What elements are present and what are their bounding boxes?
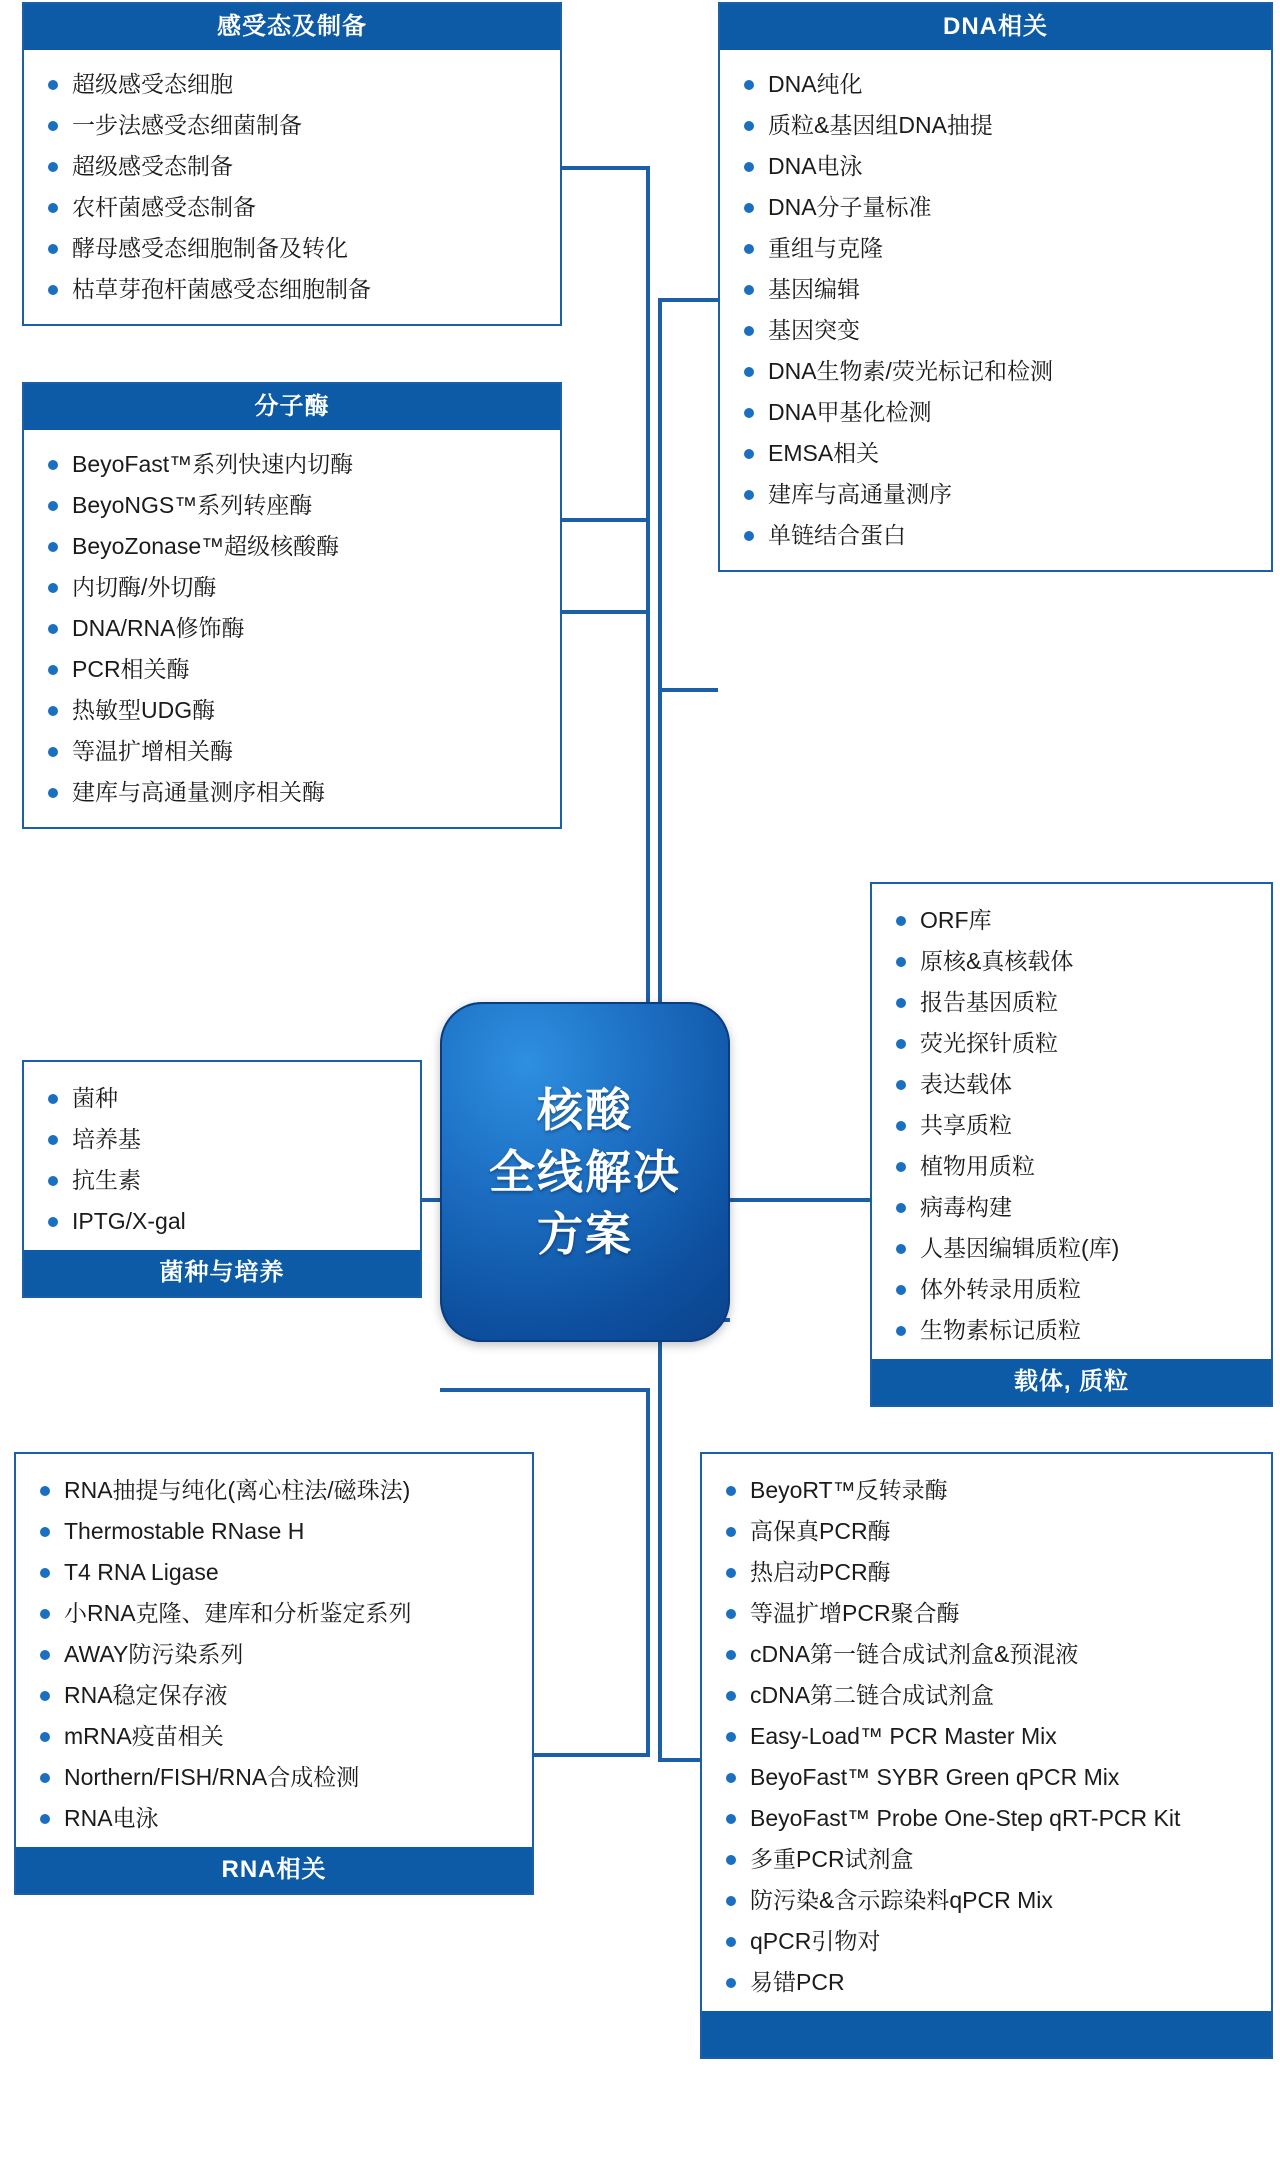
list-item: DNA甲基化检测 <box>738 392 1261 433</box>
list-item: 超级感受态细胞 <box>42 64 550 105</box>
list-item: BeyoFast™系列快速内切酶 <box>42 444 550 485</box>
list-competent <box>42 64 550 310</box>
panel-body-pcr <box>702 1454 1271 2011</box>
panel-competent-preparation <box>22 2 562 326</box>
list-dna <box>738 64 1261 556</box>
list-item: DNA/RNA修饰酶 <box>42 608 550 649</box>
list-item: Easy-Load™ PCR Master Mix <box>720 1716 1261 1757</box>
list-item: 枯草芽孢杆菌感受态细胞制备 <box>42 269 550 310</box>
list-item: DNA纯化 <box>738 64 1261 105</box>
list-item: cDNA第一链合成试剂盒&预混液 <box>720 1634 1261 1675</box>
list-item: Thermostable RNase H <box>34 1511 522 1552</box>
list-item: 病毒构建 <box>890 1187 1261 1228</box>
list-item: BeyoFast™ Probe One-Step qRT-PCR Kit <box>720 1798 1261 1839</box>
panel-vectors-plasmids <box>870 882 1273 1407</box>
list-item: BeyoZonase™超级核酸酶 <box>42 526 550 567</box>
list-item: 易错PCR <box>720 1962 1261 2003</box>
list-item: cDNA第二链合成试剂盒 <box>720 1675 1261 1716</box>
list-item: 酵母感受态细胞制备及转化 <box>42 228 550 269</box>
list-item: 建库与高通量测序相关酶 <box>42 772 550 813</box>
list-item: EMSA相关 <box>738 433 1261 474</box>
center-node-label <box>489 1079 681 1265</box>
panel-molecular-enzymes <box>22 382 562 829</box>
list-item: 内切酶/外切酶 <box>42 567 550 608</box>
list-item: mRNA疫苗相关 <box>34 1716 522 1757</box>
list-item: 菌种 <box>42 1078 410 1119</box>
list-strain <box>42 1078 410 1242</box>
panel-strains-and-culture <box>22 1060 422 1298</box>
list-item: 建库与高通量测序 <box>738 474 1261 515</box>
list-item: 热敏型UDG酶 <box>42 690 550 731</box>
list-item: AWAY防污染系列 <box>34 1634 522 1675</box>
list-pcr <box>720 1470 1261 2003</box>
panel-body-strain <box>24 1062 420 1250</box>
list-item: 高保真PCR酶 <box>720 1511 1261 1552</box>
list-item: 等温扩增PCR聚合酶 <box>720 1593 1261 1634</box>
list-item: 基因编辑 <box>738 269 1261 310</box>
list-item: ORF库 <box>890 900 1261 941</box>
list-item: Northern/FISH/RNA合成检测 <box>34 1757 522 1798</box>
list-item: 基因突变 <box>738 310 1261 351</box>
panel-title-vector: 载体, 质粒 <box>872 1359 1271 1405</box>
list-item: 小RNA克隆、建库和分析鉴定系列 <box>34 1593 522 1634</box>
list-item: DNA生物素/荧光标记和检测 <box>738 351 1261 392</box>
list-enzyme <box>42 444 550 813</box>
list-item: 多重PCR试剂盒 <box>720 1839 1261 1880</box>
list-item: 单链结合蛋白 <box>738 515 1261 556</box>
list-item: qPCR引物对 <box>720 1921 1261 1962</box>
list-item: 植物用质粒 <box>890 1146 1261 1187</box>
list-item: 生物素标记质粒 <box>890 1310 1261 1351</box>
panel-title-strain: 菌种与培养 <box>24 1250 420 1296</box>
panel-title-rna: RNA相关 <box>16 1847 532 1893</box>
list-item: 共享质粒 <box>890 1105 1261 1146</box>
list-item: IPTG/X-gal <box>42 1201 410 1242</box>
list-item: DNA分子量标准 <box>738 187 1261 228</box>
list-item: RNA电泳 <box>34 1798 522 1839</box>
list-item: 培养基 <box>42 1119 410 1160</box>
list-item: PCR相关酶 <box>42 649 550 690</box>
list-item: DNA电泳 <box>738 146 1261 187</box>
panel-dna-related <box>718 2 1273 572</box>
panel-rna-related <box>14 1452 534 1895</box>
panel-title-enzyme: 分子酶 <box>24 384 560 430</box>
center-line-1: 核酸 <box>537 1084 633 1136</box>
center-node <box>440 1002 730 1342</box>
list-item: 超级感受态制备 <box>42 146 550 187</box>
panel-body-enzyme <box>24 430 560 827</box>
list-rna <box>34 1470 522 1839</box>
list-item: 体外转录用质粒 <box>890 1269 1261 1310</box>
list-item: 人基因编辑质粒(库) <box>890 1228 1261 1269</box>
list-item: 原核&真核载体 <box>890 941 1261 982</box>
list-item: 防污染&含示踪染料qPCR Mix <box>720 1880 1261 1921</box>
list-item: 报告基因质粒 <box>890 982 1261 1023</box>
list-item: 热启动PCR酶 <box>720 1552 1261 1593</box>
panel-body-competent <box>24 50 560 324</box>
list-item: RNA抽提与纯化(离心柱法/磁珠法) <box>34 1470 522 1511</box>
panel-pcr-reverse-transcription <box>700 1452 1273 2059</box>
list-item: 质粒&基因组DNA抽提 <box>738 105 1261 146</box>
list-item: RNA稳定保存液 <box>34 1675 522 1716</box>
list-item: 等温扩增相关酶 <box>42 731 550 772</box>
list-item: BeyoNGS™系列转座酶 <box>42 485 550 526</box>
panel-title-pcr <box>702 2011 1271 2057</box>
panel-title-dna: DNA相关 <box>720 4 1271 50</box>
panel-title-competent: 感受态及制备 <box>24 4 560 50</box>
list-item: 抗生素 <box>42 1160 410 1201</box>
list-item: 表达载体 <box>890 1064 1261 1105</box>
list-item: BeyoFast™ SYBR Green qPCR Mix <box>720 1757 1261 1798</box>
list-vector <box>890 900 1261 1351</box>
list-item: 重组与克隆 <box>738 228 1261 269</box>
center-line-2: 全线解决 <box>489 1146 681 1198</box>
list-item: 农杆菌感受态制备 <box>42 187 550 228</box>
center-line-3: 方案 <box>537 1208 633 1260</box>
list-item: 荧光探针质粒 <box>890 1023 1261 1064</box>
panel-body-dna <box>720 50 1271 570</box>
panel-body-rna <box>16 1454 532 1847</box>
list-item: 一步法感受态细菌制备 <box>42 105 550 146</box>
list-item: BeyoRT™反转录酶 <box>720 1470 1261 1511</box>
panel-body-vector <box>872 884 1271 1359</box>
list-item: T4 RNA Ligase <box>34 1552 522 1593</box>
